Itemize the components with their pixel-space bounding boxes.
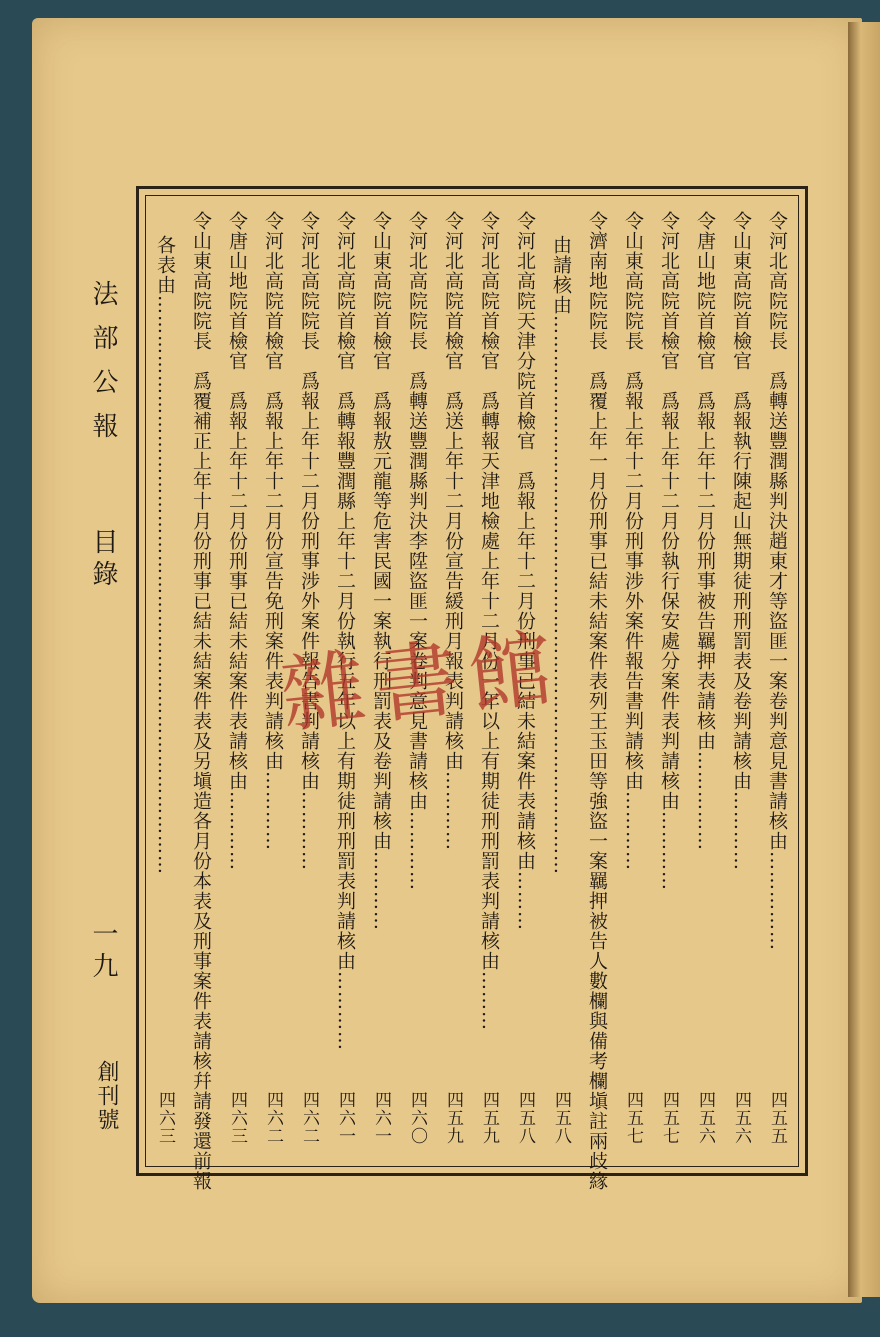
library-stamp: 雜書館 <box>276 618 568 746</box>
entry-page: 四六二 <box>299 1091 319 1145</box>
entry-text: 各表由…………………………………………………………………………… <box>154 235 176 875</box>
entry-text: 令河北高院院長 爲報上年十二月份刑事涉外案件報告書判請核由………… <box>298 211 320 871</box>
entry-page: 四六二 <box>263 1091 283 1145</box>
entry-page: 四五七 <box>659 1091 679 1145</box>
entry-text: 令唐山地院首檢官 爲報上年十二月份刑事被告羈押表請核由…………… <box>694 211 716 851</box>
entry-text: 令河北高院首檢官 爲報上年十二月份宣告免刑案件表判請核由………… <box>262 211 284 851</box>
entry-text: 令山東高院院長 爲報上年十二月份刑事涉外案件報告書判請核由………… <box>622 211 644 871</box>
entry-page: 四五八 <box>551 1091 571 1145</box>
running-title: 法部公報 <box>88 280 118 456</box>
entry-page: 四五九 <box>479 1091 499 1145</box>
contents-entry <box>579 201 615 1191</box>
entry-text: 令河北高院天津分院首檢官 爲報上年十二月份刑事已結未結案件表請核由……… <box>514 211 536 931</box>
entry-page: 四六三 <box>227 1091 247 1145</box>
contents-entry <box>759 201 795 1161</box>
contents-entry <box>723 201 759 1161</box>
entry-page: 四六〇 <box>407 1091 427 1145</box>
contents-entry <box>183 201 219 1191</box>
entry-text: 令河北高院首檢官 爲轉報天津地檢處上年十二月份一年以上有期徒刑刑罰表判請核由……… <box>478 211 500 1031</box>
entry-text: 令河北高院首檢官 爲送上年十二月份宣告緩刑月報表判請核由………… <box>442 211 464 851</box>
entry-page: 四五九 <box>443 1091 463 1145</box>
entry-text: 令河北高院院長 爲轉送豐潤縣判決李陞盜匪一案卷判意見書請核由………… <box>406 211 428 891</box>
book-spine <box>848 22 880 1297</box>
contents-entry <box>147 201 183 1161</box>
entry-text: 令河北高院院長 爲轉送豐潤縣判決趙東才等盜匪一案卷判意見書請核由…………… <box>766 211 788 951</box>
entry-page: 四五五 <box>767 1091 787 1145</box>
entry-page: 四五八 <box>515 1091 535 1145</box>
entry-page: 四六三 <box>155 1091 175 1145</box>
entry-text: 令山東高院首檢官 爲報執行陳起山無期徒刑刑罰表及卷判請核由………… <box>730 211 752 871</box>
section-label: 目錄 <box>88 528 118 592</box>
entry-text: 令唐山地院首檢官 爲報上年十二月份刑事已結未結案件表請核由………… <box>226 211 248 871</box>
entry-page: 四五六 <box>731 1091 751 1145</box>
entry-text: 令濟南地院院長 爲覆上年一月份刑事已結未結案件表列王玉田等強盜一案羈押被告人數欄與備考欄塡註兩歧緣 <box>586 211 608 1191</box>
entry-text: 令山東高院院長 爲覆補正上年十月份刑事已結未結案件表及另塡造各月份本表及刑事案件表請核幷請發還前報 <box>190 211 212 1191</box>
issue-label: 創刊號 <box>94 1060 119 1132</box>
entry-text: 令山東高院首檢官 爲報敖元龍等危害民國一案執行刑罰表及卷判請核由………… <box>370 211 392 931</box>
entry-page: 四六一 <box>335 1091 355 1145</box>
contents-entry <box>219 201 255 1161</box>
contents-entry <box>687 201 723 1161</box>
contents-entry <box>615 201 651 1161</box>
entry-page: 四六一 <box>371 1091 391 1145</box>
entry-page: 四五六 <box>695 1091 715 1145</box>
page-number: 一九 <box>88 920 118 984</box>
entry-text: 令河北高院首檢官 爲報上年十二月份執行保安處分案件表判請核由………… <box>658 211 680 891</box>
entry-text: 由請核由………………………………………………………………………… <box>550 235 572 875</box>
entry-text: 令河北高院首檢官 爲轉報豐潤縣上年十二月份執行五年以上有期徒刑刑罰表判請核由………… <box>334 211 356 1051</box>
entry-page: 四五七 <box>623 1091 643 1145</box>
contents-entry <box>651 201 687 1161</box>
